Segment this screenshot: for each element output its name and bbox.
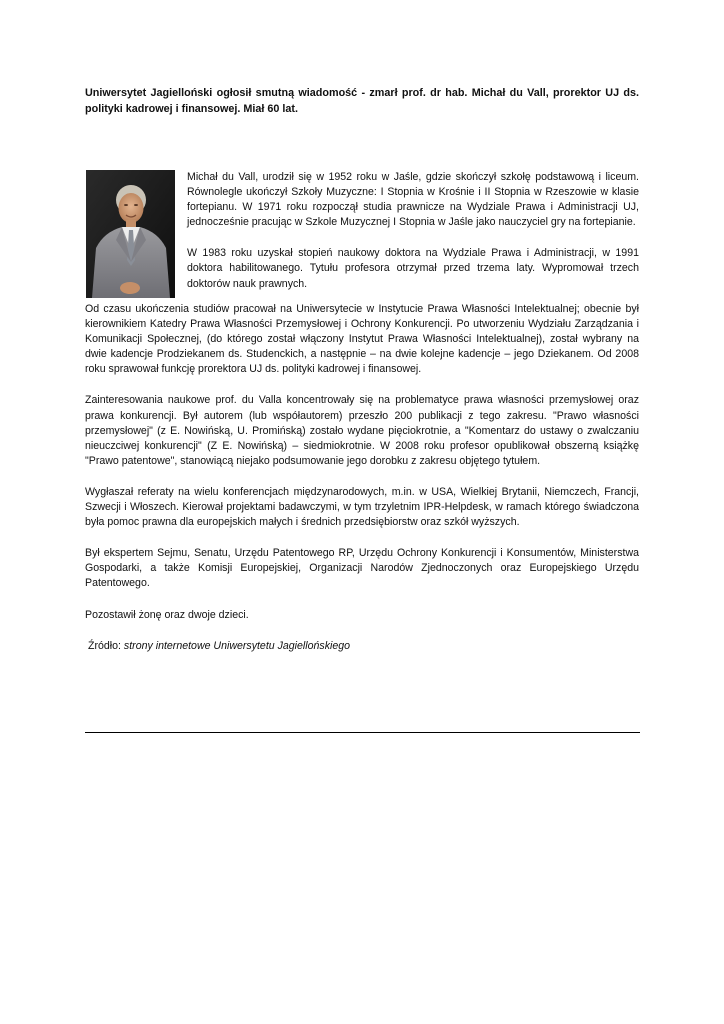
source-value: strony internetowe Uniwersytetu Jagiellońskiego <box>123 639 351 652</box>
source-line <box>88 639 639 654</box>
portrait-image <box>86 170 175 298</box>
intro-paragraph: Michał du Vall, urodził się w 1952 roku w Jaśle, gdzie skończył szkołę podstawową i liceum. Równolegle ukończył Szkoły Muzyczne: I Stopnia w Krośnie i II Stopnia w Rzeszowie w klasie fortepianu. W 1971 roku rozpoczął studia prawnicze na Wydziale Prawa i Administracji UJ, jednocześnie pracując w Szkole Muzycznej I Stopnia w Jaśle jako nauczyciel gry na fortepianie. <box>187 171 639 229</box>
intro-text <box>187 170 639 292</box>
bottom-rule <box>85 732 640 733</box>
intro-paragraph: W 1983 roku uzyskał stopień naukowy doktora na Wydziale Prawa i Administracji, w 1991 doktora habilitowanego. Tytułu profesora otrzymał przed trzema laty. Wypromował trzech doktorów nauk prawnych. <box>187 247 639 290</box>
headline: Uniwersytet Jagielloński ogłosił smutną wiadomość - zmarł prof. dr hab. Michał du Vall, prorektor UJ ds. polityki kadrowej i finansowej. Miał 60 lat. <box>85 87 639 115</box>
portrait-photo <box>86 170 175 298</box>
body-paragraph: Pozostawił żonę oraz dwoje dzieci. <box>85 608 249 621</box>
body-paragraph: Zainteresowania naukowe prof. du Valla koncentrowały się na problematyce prawa własności przemysłowej oraz prawa konkurencji. Był autorem (lub współautorem) przeszło 200 publikacji z tego zakresu. "Prawo własności przemysłowej" (z E. Nowińską, U. Promińską) zostało wydane pięciokrotnie, a "Komentarz do ustawy o zwalczaniu nieuczciwej konkurencji" (Z E. Nowińską) – siedmiokrotnie. W 2008 roku profesor opublikował obszerną książkę "Prawo patentowe", stanowiącą niejako podsumowanie jego dorobku z zakresu objętego tytułem. <box>85 394 639 467</box>
document-page <box>85 86 639 654</box>
body-paragraph: Był ekspertem Sejmu, Senatu, Urzędu Patentowego RP, Urzędu Ochrony Konkurencji i Konsumentów, Ministerstwa Gospodarki, a także Komisji Europejskiej, Organizacji Narodów Zjednoczonych oraz Europejskiego Urzędu Patentowego. <box>85 547 639 590</box>
source-label: Źródło: <box>88 639 124 652</box>
body-paragraph: Od czasu ukończenia studiów pracował na Uniwersytecie w Instytucie Prawa Własności Intelektualnej; obecnie był kierownikiem Katedry Prawa Własności Przemysłowej i Ochrony Konkurencji. Po utworzeniu Wydziału Zarządzania i Komunikacji Społecznej, (do którego został włączony Instytut Prawa Własności Intelektualnej), został wybrany na dwie kadencje Prodziekanem ds. Studenckich, a następnie – na dwie kolejne kadencje – jego Dziekanem. Od 2008 roku sprawował funkcję prorektora UJ ds. polityki kadrowej i finansowej. <box>85 303 639 376</box>
body-paragraph: Wygłaszał referaty na wielu konferencjach międzynarodowych, m.in. w USA, Wielkiej Brytanii, Niemczech, Francji, Szwecji i Włoszech. Kierował projektami badawczymi, w tym trzyletnim IPR-Helpdesk, w ramach którego świadczona była pomoc prawna dla europejskich małych i średnich przedsiębiorstw oraz szkół wyższych. <box>85 485 639 529</box>
intro-section <box>85 170 639 302</box>
